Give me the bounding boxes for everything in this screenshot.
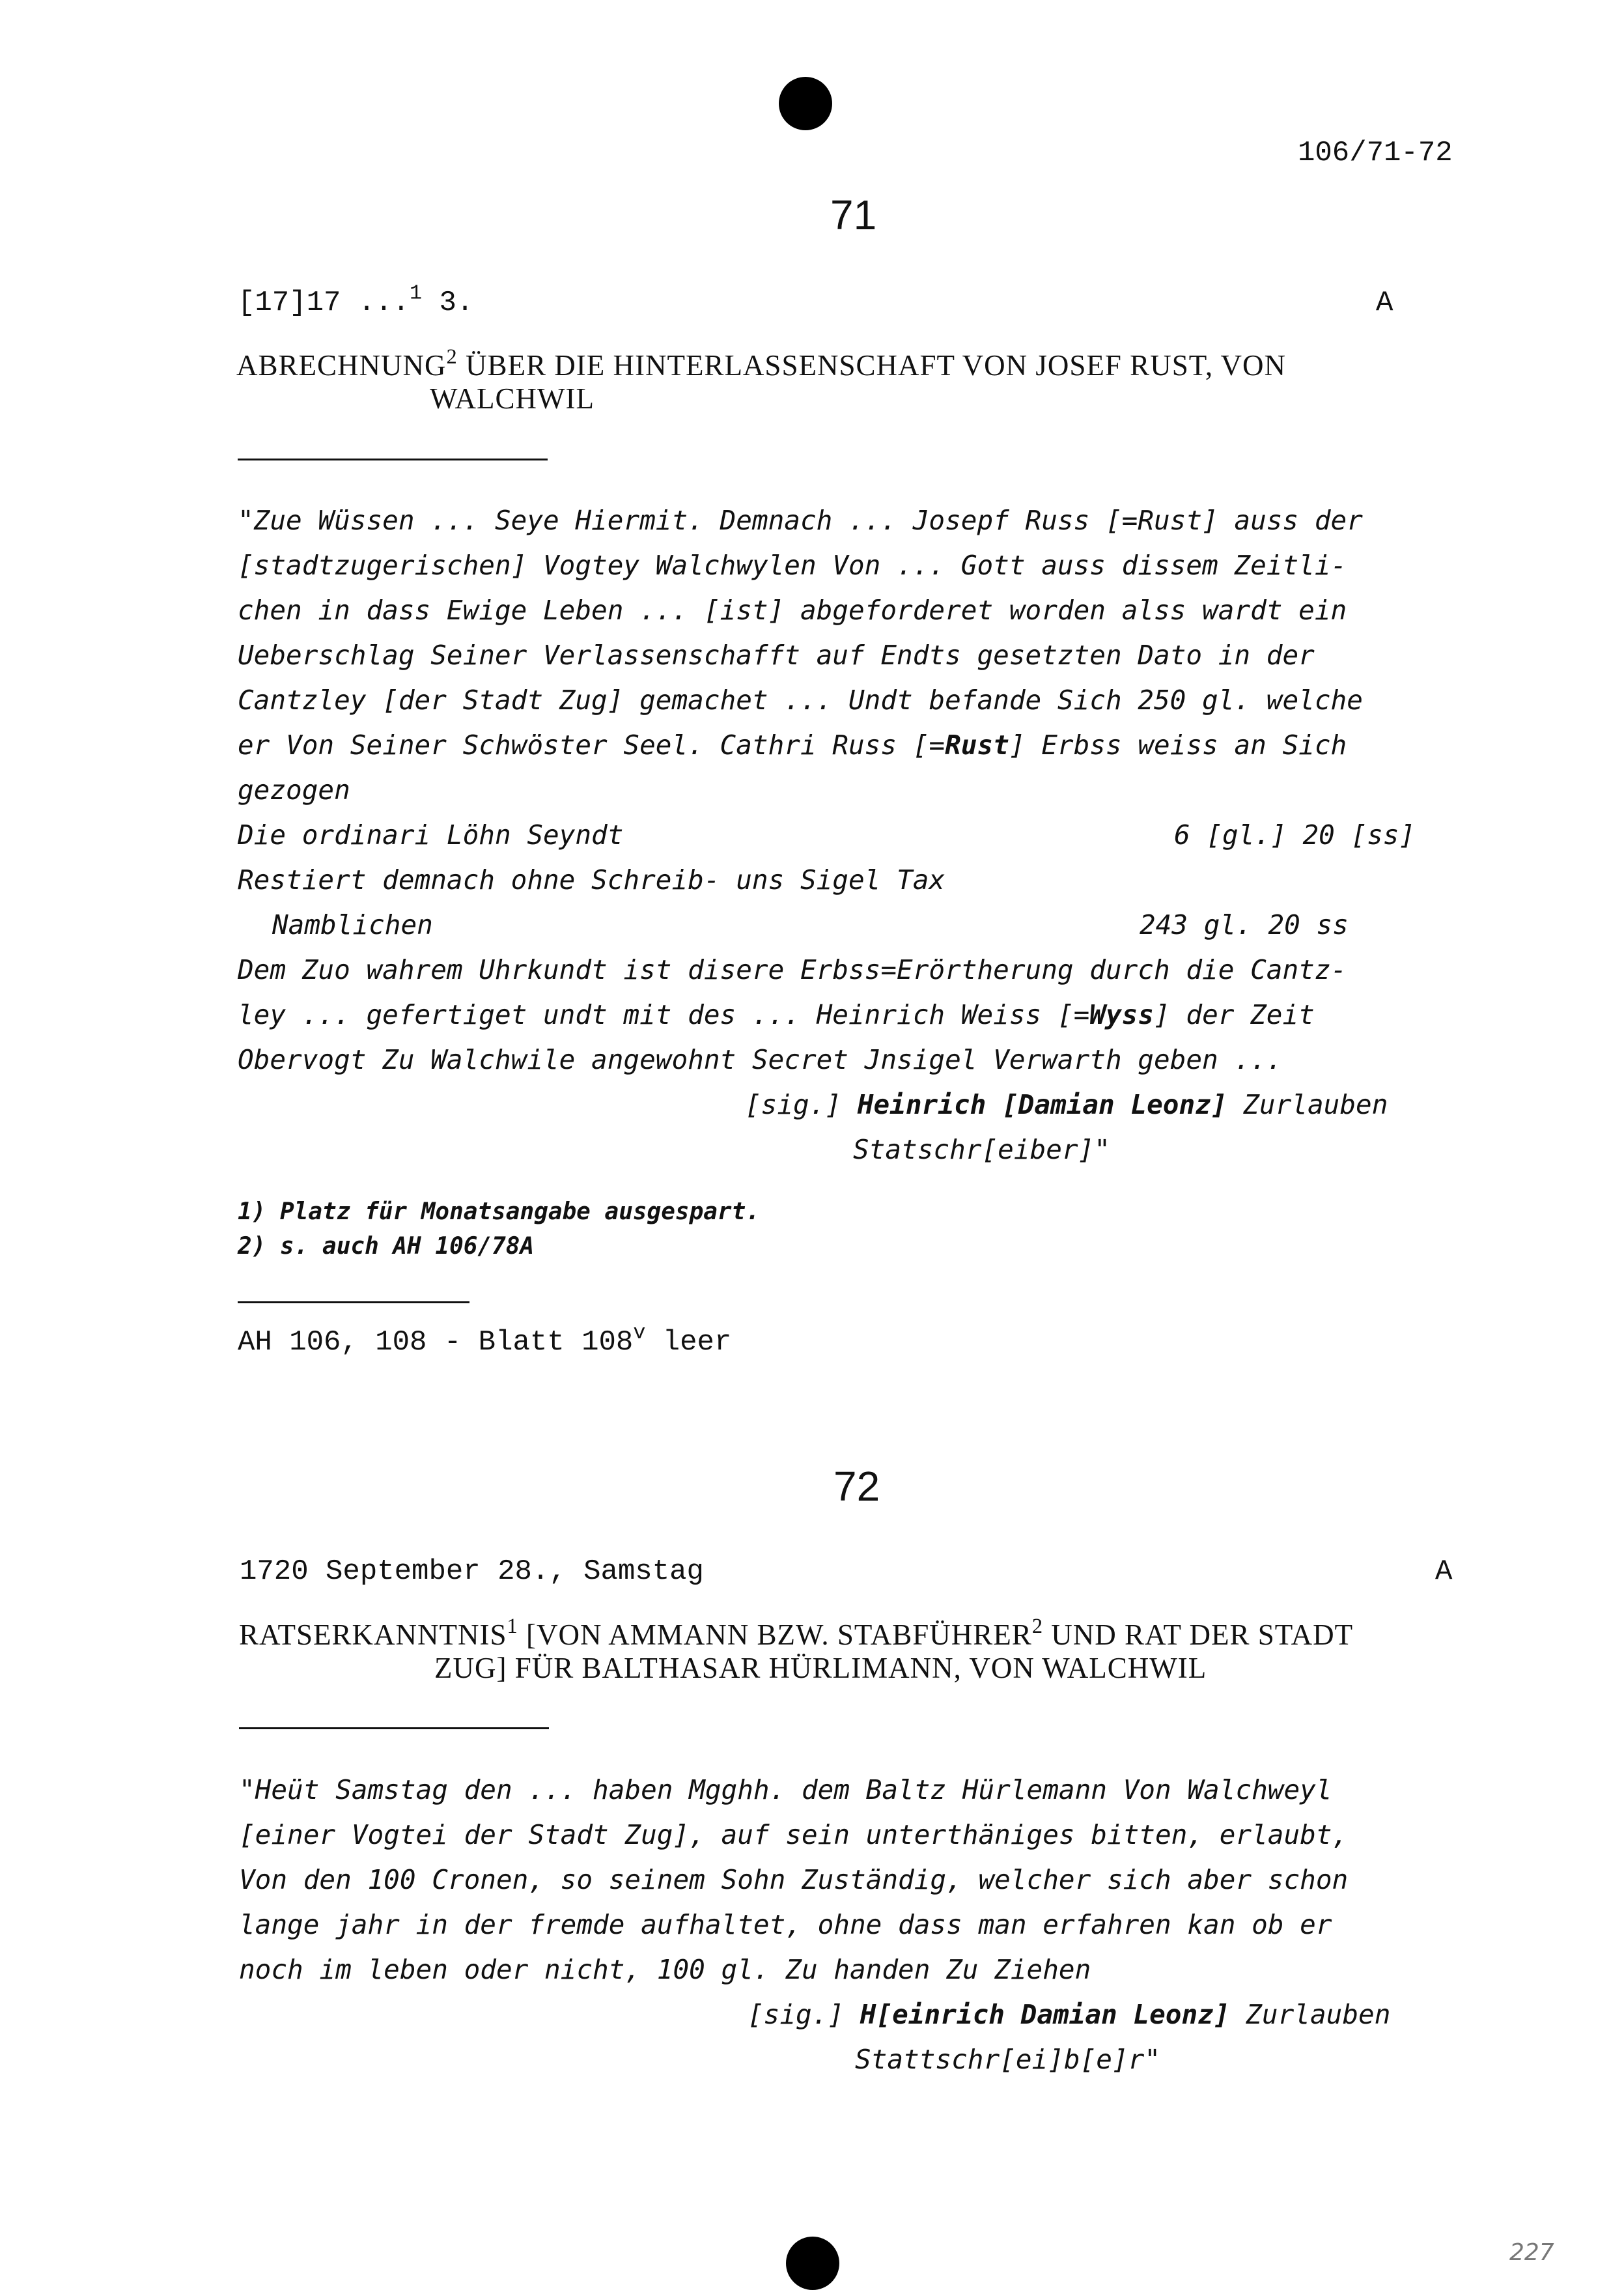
page-reference: 106/71-72 [1298, 137, 1453, 169]
body-line: Obervogt Zu Walchwile angewohnt Secret Jnsigel Verwarth geben ... [238, 1044, 1283, 1075]
body-line: [einer Vogtei der Stadt Zug], auf sein unterthäniges bitten, erlaubt, [239, 1819, 1349, 1850]
body-line: [stadtzugerischen] Vogtey Walchwylen Von ... Gott auss dissem Zeitli- [238, 550, 1347, 581]
document-number: 72 [833, 1463, 880, 1510]
body-line: chen in dass Ewige Leben ... [ist] abgeforderet worden alss wardt ein [238, 595, 1347, 626]
amount: 243 gl. 20 ss [1140, 909, 1349, 940]
footnote-divider [238, 1301, 469, 1303]
footnote: 1) Platz für Monatsangabe ausgespart. [238, 1198, 760, 1225]
signature: [sig.] Heinrich [Damian Leonz] Zurlauben [745, 1089, 1388, 1120]
title-divider [238, 459, 548, 460]
body-line: noch im leben oder nicht, 100 gl. Zu handen Zu Ziehen [239, 1954, 1091, 1985]
body-line: Restiert demnach ohne Schreib- uns Sigel Tax [238, 864, 945, 896]
signature-title: Stattschr[ei]b[e]r" [855, 2044, 1160, 2075]
document-title: ABRECHNUNG$^2$ ÜBER DIE HINTERLASSENSCHAFT VON JOSEF RUST, VON [236, 345, 1287, 382]
amount: 6 [gl.] 20 [ss] [1174, 819, 1416, 851]
body-line: Von den 100 Cronen, so seinem Sohn Zuständig, welcher sich aber schon [239, 1864, 1349, 1895]
body-line: Die ordinari Löhn Seyndt [238, 819, 624, 851]
signature-title: Statschr[eiber]" [853, 1134, 1110, 1165]
document-number: 71 [830, 191, 877, 238]
document-letter: A [1435, 1555, 1453, 1588]
body-line: ley ... gefertiget undt mit des ... Heinrich Weiss [=Wyss] der Zeit [238, 999, 1315, 1030]
body-line: er Von Seiner Schwöster Seel. Cathri Russ [=Rust] Erbss weiss an Sich [238, 729, 1347, 761]
document-title-line2: WALCHWIL [430, 382, 595, 415]
signature: [sig.] H[einrich Damian Leonz] Zurlauben [748, 1999, 1391, 2030]
document-date: 1720 September 28., Samstag [240, 1555, 704, 1588]
document-date: [17]17 ...$^1$ 3. [238, 281, 474, 319]
body-line: "Zue Wüssen ... Seye Hiermit. Demnach ... Josepf Russ [=Rust] auss der [238, 505, 1363, 536]
document-title: RATSERKANNTNIS$^1$ [VON AMMANN BZW. STABFÜHRER$^2$ UND RAT DER STADT [239, 1615, 1354, 1651]
body-line: lange jahr in der fremde aufhaltet, ohne dass man erfahren kan ob er [239, 1909, 1332, 1940]
document-letter: A [1376, 287, 1393, 319]
body-line: Cantzley [der Stadt Zug] gemachet ... Undt befande Sich 250 gl. welche [238, 685, 1363, 716]
punch-hole-top [779, 77, 832, 130]
body-line: Namblichen [272, 909, 433, 940]
body-line: gezogen [238, 774, 350, 806]
source-reference: AH 106, 108 - Blatt 108$^v$ leer [238, 1321, 732, 1359]
body-line: Dem Zuo wahrem Uhrkundt ist disere Erbss=Erörtherung durch die Cantz- [238, 954, 1347, 985]
footnote: 2) s. auch AH 106/78A [238, 1233, 535, 1260]
document-title-line2: ZUG] FÜR BALTHASAR HÜRLIMANN, VON WALCHWIL [434, 1652, 1207, 1684]
handwritten-page-number: 227 [1509, 2239, 1554, 2266]
body-line: "Heüt Samstag den ... haben Mgghh. dem Baltz Hürlemann Von Walchweyl [239, 1774, 1332, 1805]
punch-hole-bottom [786, 2237, 839, 2290]
body-line: Ueberschlag Seiner Verlassenschafft auf Endts gesetzten Dato in der [238, 640, 1315, 671]
title-divider [239, 1727, 549, 1729]
